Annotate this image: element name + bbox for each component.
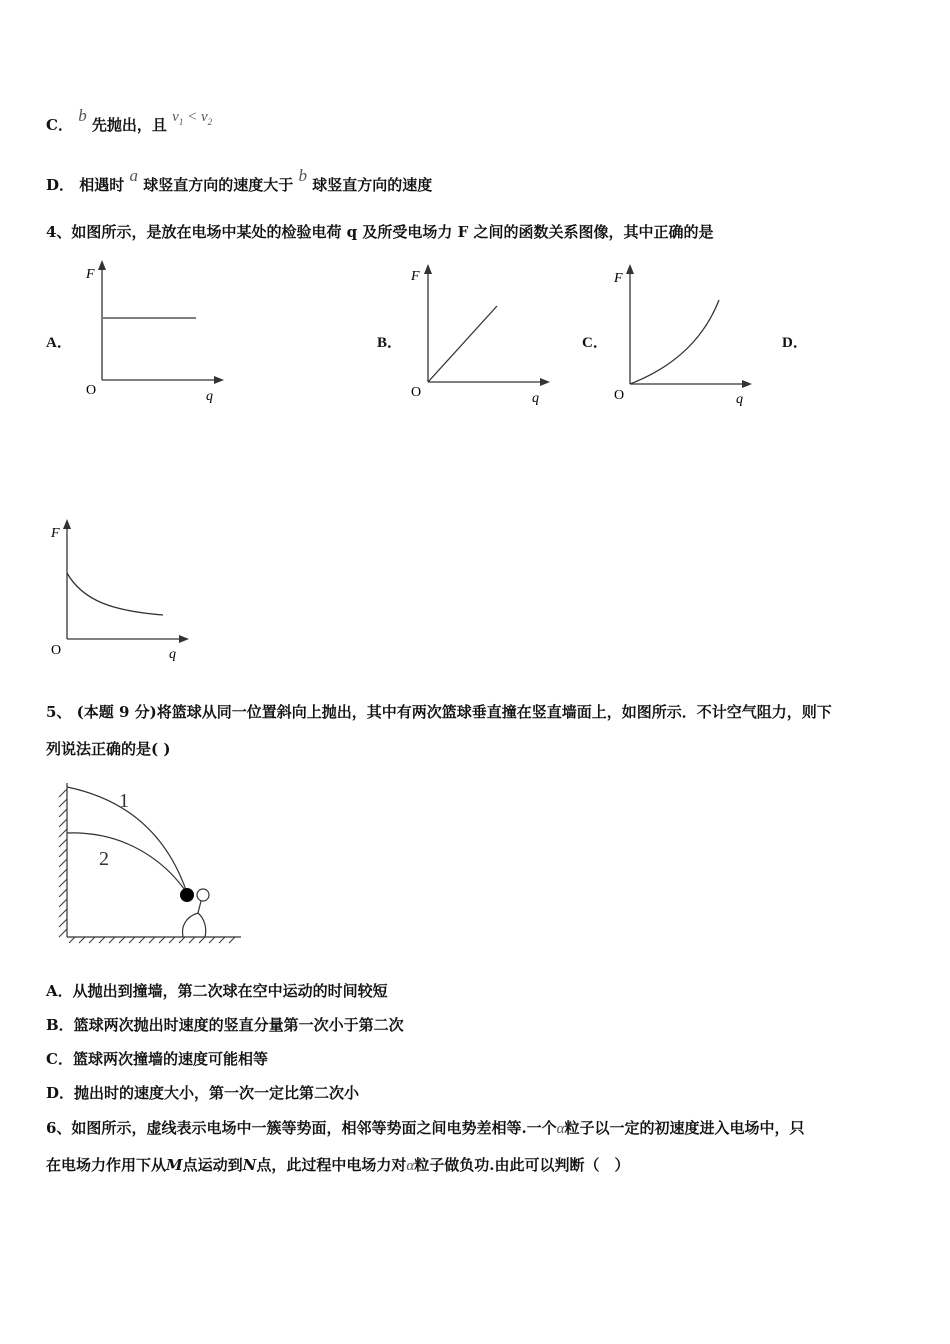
graph-d [43, 517, 193, 667]
axis-f-label: F [51, 526, 60, 541]
axis-q-label: q [206, 389, 213, 404]
q5-option-b: B．篮球两次抛出时速度的竖直分量第一次小于第二次 [46, 1016, 404, 1034]
origin-label: O [614, 388, 625, 403]
axis-q-label: q [736, 392, 743, 407]
q5-stem-line2: 列说法正确的是( ) [46, 740, 171, 758]
q5-stem-line1: 5、 (本题 9 分)将篮球从同一位置斜向上抛出，其中有两次篮球垂直撞在竖直墙面上，如图所示．不计空气阻力，则下 [46, 703, 832, 721]
q3-option-c-text: 先抛出，且 [91, 116, 167, 134]
graph-b [404, 262, 554, 412]
axis-q-label: q [532, 391, 539, 406]
q6-text-1a: 6、如图所示，虚线表示电场中一簇等势面，相邻等势面之间电势差相等.一个 [46, 1119, 557, 1137]
origin-label: O [51, 643, 62, 658]
axis-q-label: q [169, 647, 176, 662]
curve-2-label: 2 [99, 848, 109, 870]
var-a: a [129, 166, 138, 185]
q3-option-d-text3: 球竖直方向的速度 [312, 176, 433, 194]
q4-option-a-label: A． [46, 335, 72, 351]
q6-text-2b: 点运动到 [182, 1156, 243, 1174]
axis-f-label: F [411, 269, 420, 284]
q3-option-d-label: D． [46, 176, 75, 194]
q4-option-b-label: B． [377, 335, 403, 351]
q3-option-d-text2: 球竖直方向的速度大于 [143, 176, 294, 194]
var-b: b [78, 106, 87, 125]
basketball-figure [55, 775, 255, 950]
alpha-symbol: α [556, 1121, 565, 1137]
inequality: $v_1 < v_2$ [172, 109, 213, 127]
q6-text-2c: 点，此过程中电场力对 [256, 1156, 407, 1174]
alpha-symbol: α [406, 1158, 415, 1174]
q6-stem-line2 [46, 1154, 629, 1175]
q4-option-c-label: C． [582, 335, 608, 351]
q6-text-2d: 粒子做负功.由此可以判断（ ） [414, 1156, 630, 1174]
q4-stem: 4、如图所示，是放在电场中某处的检验电荷 q 及所受电场力 F 之间的函数关系图像，其中正确的是 [46, 223, 714, 241]
origin-label: O [86, 383, 97, 398]
axis-f-label: F [614, 271, 623, 286]
q5-option-c: C．篮球两次撞墙的速度可能相等 [46, 1050, 268, 1068]
q6-text-1b: 粒子以一定的初速度进入电场中，只 [564, 1119, 805, 1137]
q3-option-d [46, 166, 433, 195]
q6-text-2a: 在电场力作用下从 [46, 1156, 167, 1174]
q5-option-d: D．抛出时的速度大小，第一次一定比第二次小 [46, 1084, 360, 1102]
var-b: b [298, 166, 307, 185]
q5-option-a: A．从抛出到撞墙，第二次球在空中运动的时间较短 [46, 982, 388, 1000]
q3-option-d-text1: 相遇时 [79, 176, 125, 194]
q4-option-d-label: D． [782, 335, 808, 351]
curve-1-label: 1 [119, 790, 129, 812]
graph-a [78, 258, 228, 408]
q3-option-c-label: C． [46, 116, 73, 134]
point-m: M [166, 1156, 183, 1174]
basketball-icon [180, 888, 194, 902]
axis-f-label: F [86, 267, 95, 282]
point-n: N [242, 1156, 257, 1174]
graph-c [606, 262, 756, 412]
q6-stem-line1 [46, 1117, 805, 1138]
origin-label: O [411, 385, 422, 400]
q3-option-c [46, 106, 213, 136]
